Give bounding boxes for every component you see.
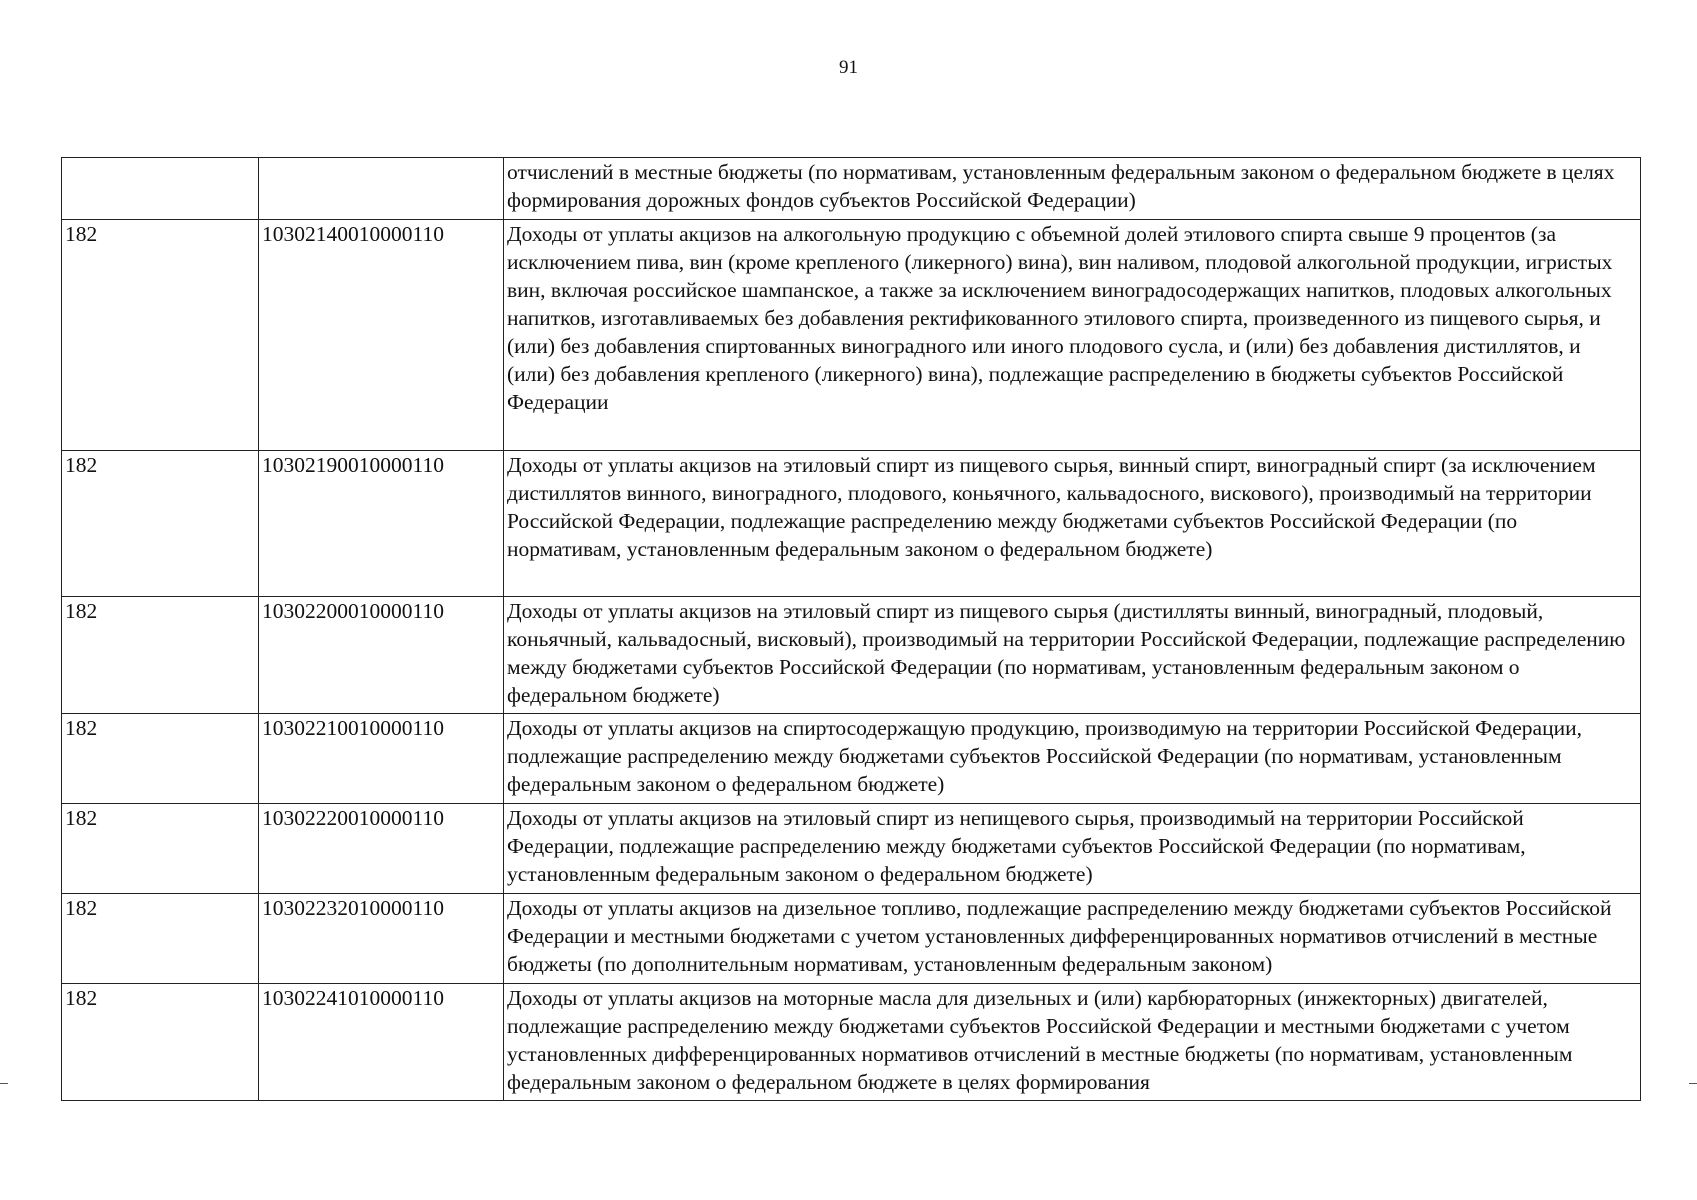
revenue-description-cell: Доходы от уплаты акцизов на алкогольную продукцию с объемной долей этилового спирта свыше 9 процентов (за исключением пива, вин (кроме крепленого (ликерного) вина), вин наливом, плодовой алкогольной продукции, игристых вин, включая российское шампанское, а также за исключением виноградосодержащих напитков, плодовых алкогольных напитков, изготавливаемых без добавления ректификованного этилового спирта, произведенного из пищевого сырья, и (или) без добавления спиртованных виноградного или иного плодового сусла, и (или) без добавления дистиллятов, и (или) без добавления крепленого (ликерного) вина), подлежащие распределению в бюджеты субъектов Российской Федерации [504,220,1641,451]
admin-code-cell: 182 [62,984,259,1101]
budget-revenue-table [61,157,1641,1101]
table-row [62,451,1641,597]
revenue-description-cell: Доходы от уплаты акцизов на спиртосодержащую продукцию, производимую на территории Российской Федерации, подлежащие распределению между бюджетами субъектов Российской Федерации (по нормативам, установленным федеральным законом о федеральном бюджете) [504,714,1641,804]
admin-code-cell [62,158,259,220]
table-row [62,158,1641,220]
budget-code-cell [259,158,504,220]
table-row [62,804,1641,894]
budget-code-cell: 10302210010000110 [259,714,504,804]
table-row [62,984,1641,1101]
revenue-description-cell: Доходы от уплаты акцизов на дизельное топливо, подлежащие распределению между бюджетами субъектов Российской Федерации и местными бюджетами с учетом установленных дифференцированных нормативов отчислений в местные бюджеты (по дополнительным нормативам, установленным федеральным законом) [504,894,1641,984]
admin-code-cell: 182 [62,894,259,984]
admin-code-cell: 182 [62,220,259,451]
budget-code-cell: 10302190010000110 [259,451,504,597]
table-row [62,714,1641,804]
right-margin-mark [1689,1083,1697,1084]
page-number: 91 [839,57,858,78]
admin-code-cell: 182 [62,597,259,714]
revenue-description-cell: Доходы от уплаты акцизов на этиловый спирт из пищевого сырья, винный спирт, виноградный спирт (за исключением дистиллятов винного, виноградного, плодового, коньячного, кальвадосного, вискового), производимый на территории Российской Федерации, подлежащие распределению между бюджетами субъектов Российской Федерации (по нормативам, установленным федеральным законом о федеральном бюджете) [504,451,1641,597]
admin-code-cell: 182 [62,714,259,804]
table-row [62,894,1641,984]
table-row [62,220,1641,451]
budget-code-cell: 10302220010000110 [259,804,504,894]
revenue-description-cell: Доходы от уплаты акцизов на этиловый спирт из пищевого сырья (дистилляты винный, виноградный, плодовый, коньячный, кальвадосный, висковый), производимый на территории Российской Федерации, подлежащие распределению между бюджетами субъектов Российской Федерации (по нормативам, установленным федеральным законом о федеральном бюджете) [504,597,1641,714]
revenue-description-cell: Доходы от уплаты акцизов на этиловый спирт из непищевого сырья, производимый на территории Российской Федерации, подлежащие распределению между бюджетами субъектов Российской Федерации (по нормативам, установленным федеральным законом о федеральном бюджете) [504,804,1641,894]
budget-code-cell: 10302200010000110 [259,597,504,714]
admin-code-cell: 182 [62,451,259,597]
budget-code-cell: 10302232010000110 [259,894,504,984]
revenue-description-cell: отчислений в местные бюджеты (по нормативам, установленным федеральным законом о федеральном бюджете в целях формирования дорожных фондов субъектов Российской Федерации) [504,158,1641,220]
revenue-description-cell: Доходы от уплаты акцизов на моторные масла для дизельных и (или) карбюраторных (инжекторных) двигателей, подлежащие распределению между бюджетами субъектов Российской Федерации и местными бюджетами с учетом установленных дифференцированных нормативов отчислений в местные бюджеты (по нормативам, установленным федеральным законом о федеральном бюджете в целях формирования [504,984,1641,1101]
budget-code-cell: 10302140010000110 [259,220,504,451]
budget-code-cell: 10302241010000110 [259,984,504,1101]
admin-code-cell: 182 [62,804,259,894]
left-margin-mark [0,1083,8,1084]
table-row [62,597,1641,714]
